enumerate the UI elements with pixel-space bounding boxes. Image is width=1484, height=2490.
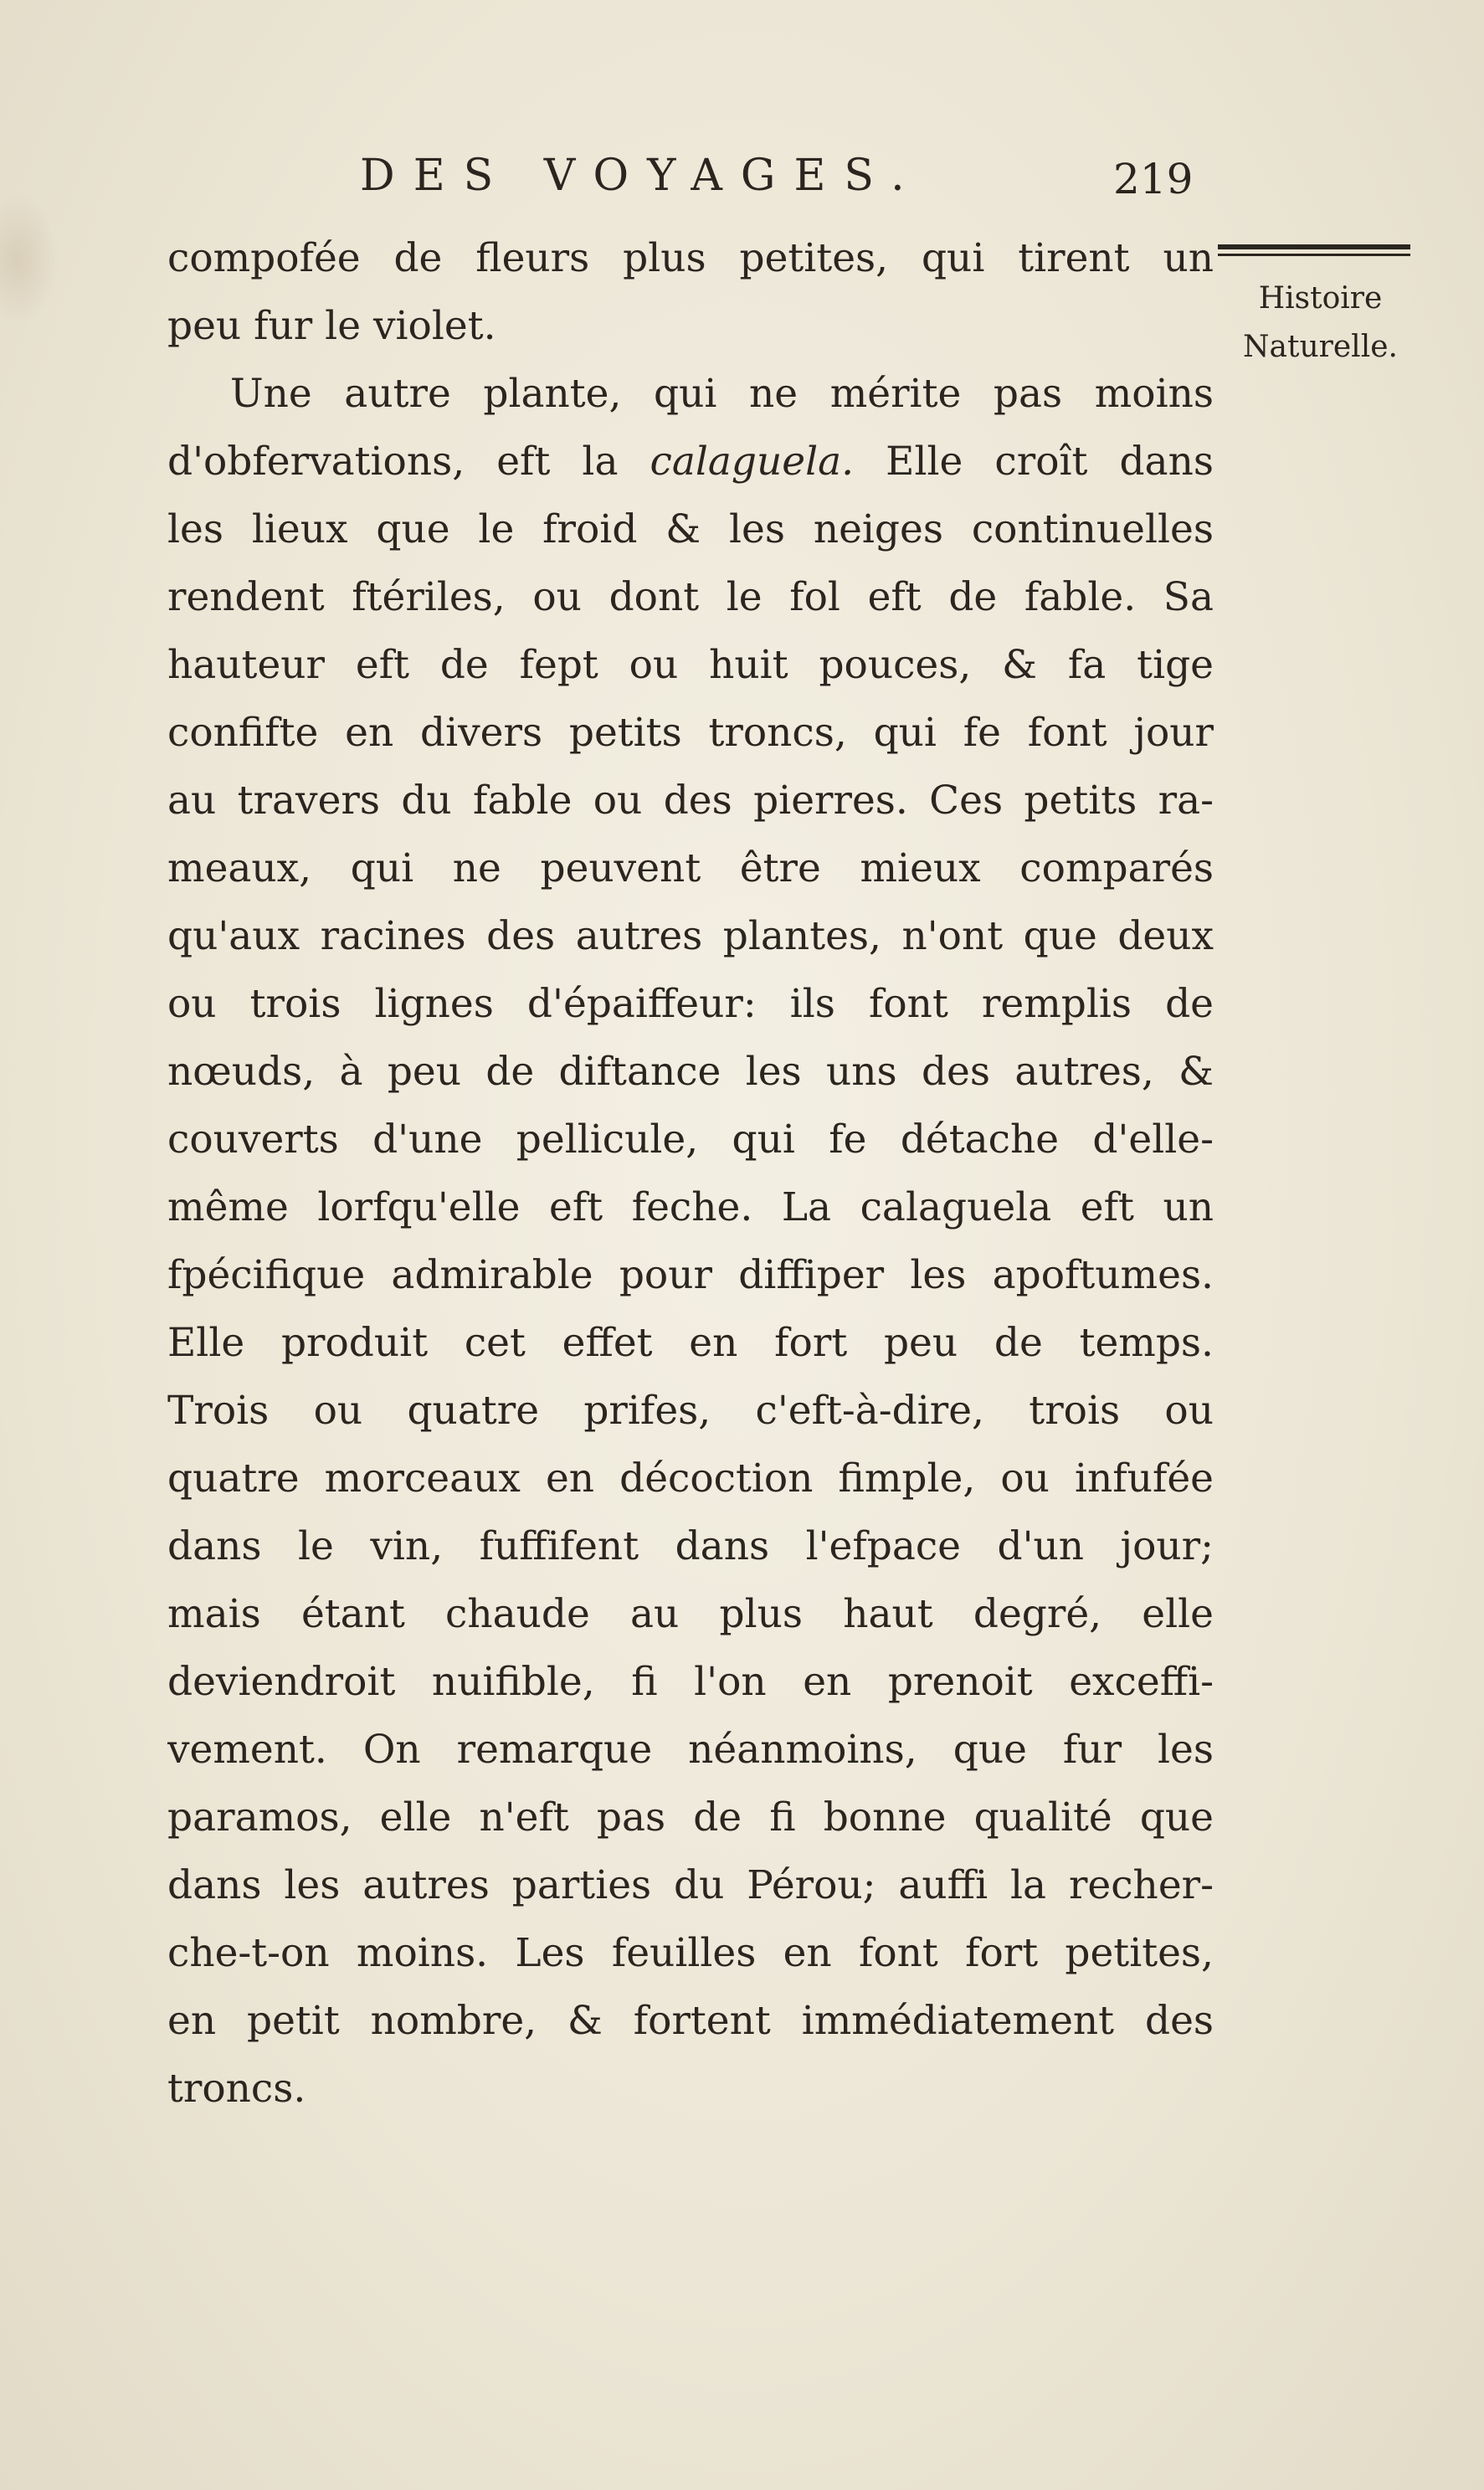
italic-term: calaguela. (650, 439, 855, 485)
body-text (167, 224, 1214, 2123)
text-segment: Elle croît dans (886, 439, 1214, 485)
text-line: fpécifique admirable pour diffiper les apoftumes. (167, 1252, 1214, 1298)
text-segment: d'obfervations, eft la (167, 439, 619, 485)
text-line: couverts d'une pellicule, qui fe détache d'elle- (167, 1117, 1214, 1163)
margin-note (1214, 275, 1427, 372)
text-line: deviendroit nuifible, fi l'on en prenoit exceffi- (167, 1659, 1214, 1705)
text-line: qu'aux racines des autres plantes, n'ont que deux (167, 913, 1214, 959)
text-line: Une autre plante, qui ne mérite pas moins (230, 371, 1214, 417)
text-line (167, 428, 1214, 495)
text-line: paramos, elle n'eft pas de fi bonne qualité que (167, 1794, 1214, 1841)
page-number: 219 (1113, 155, 1194, 203)
text-line: rendent ftériles, ou dont le fol eft de fable. Sa (167, 574, 1214, 620)
text-line: vement. On remarque néanmoins, que fur les (167, 1727, 1214, 1773)
text-line: confifte en divers petits troncs, qui fe font jour (167, 710, 1214, 756)
text-line: ou trois lignes d'épaiffeur: ils font remplis de (167, 981, 1214, 1027)
text-line: même lorfqu'elle eft feche. La calaguela eft un (167, 1184, 1214, 1230)
text-line: Trois ou quatre prifes, c'eft-à-dire, trois ou (167, 1388, 1214, 1434)
margin-note-line: Naturelle. (1243, 330, 1398, 364)
text-line: mais étant chaude au plus haut degré, elle (167, 1591, 1214, 1637)
text-line: dans les autres parties du Pérou; auffi la recher- (167, 1862, 1214, 1908)
text-line: en petit nombre, & fortent immédiatement des (167, 1998, 1214, 2044)
text-line: nœuds, à peu de diftance les uns des autres, & (167, 1049, 1214, 1095)
text-line: troncs. (167, 2066, 306, 2112)
margin-note-line: Histoire (1258, 281, 1383, 316)
text-line: hauteur eft de fept ou huit pouces, & fa tige (167, 642, 1214, 688)
text-line: au travers du fable ou des pierres. Ces petits ra- (167, 778, 1214, 824)
running-title: DES VOYAGES. (360, 151, 923, 201)
text-line: che-t-on moins. Les feuilles en font fort petites, (167, 1930, 1214, 1976)
text-line: les lieux que le froid & les neiges continuelles (167, 506, 1214, 552)
text-line: meaux, qui ne peuvent être mieux comparés (167, 845, 1214, 891)
text-line: quatre morceaux en décoction fimple, ou infufée (167, 1455, 1214, 1502)
text-line: dans le vin, fuffifent dans l'efpace d'un jour; (167, 1523, 1214, 1569)
paper-stain (0, 193, 59, 326)
text-line: compofée de fleurs plus petites, qui tirent un (167, 235, 1214, 281)
text-line: Elle produit cet effet en fort peu de temps. (167, 1320, 1214, 1366)
text-line: peu fur le violet. (167, 303, 496, 349)
margin-rule (1218, 244, 1410, 256)
